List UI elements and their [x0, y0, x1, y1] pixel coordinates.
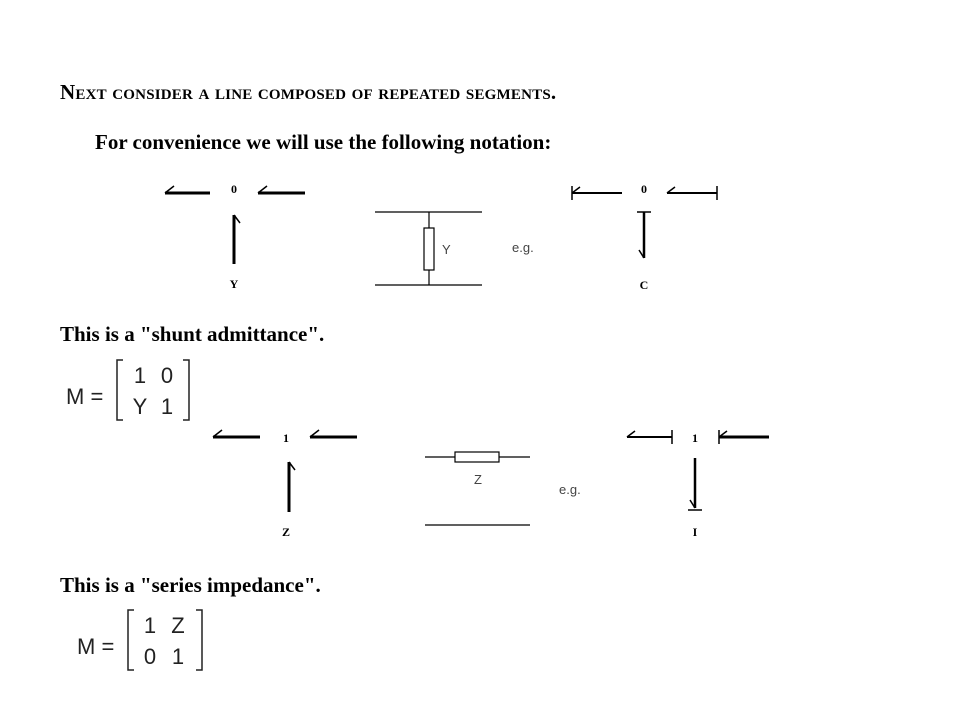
series-matrix-r2c2: 1	[171, 644, 185, 669]
up-arrow-icon	[289, 462, 295, 512]
series-matrix-r1c2: Z	[171, 613, 185, 638]
shunt-matrix-lhs: M =	[66, 384, 104, 409]
shunt-notation-symbol	[165, 182, 305, 291]
series-matrix-lhs: M =	[77, 634, 115, 659]
shunt-caption-text: This is a "shunt admittance".	[60, 322, 325, 346]
series-matrix-r2c1: 0	[143, 644, 157, 669]
shunt-matrix-r2c2: 1	[160, 394, 174, 419]
shunt-eg-label: e.g.	[512, 240, 534, 255]
up-arrow-icon	[234, 215, 240, 264]
admittance-element	[424, 228, 434, 270]
left-arrow-icon	[165, 186, 210, 193]
left-arrow-icon	[258, 186, 305, 193]
bar-left-arrow-icon	[719, 430, 769, 444]
shunt-symbol-top-label: 0	[231, 182, 237, 196]
series-symbol-top-label: 1	[283, 431, 289, 445]
series-notation-symbol	[213, 430, 357, 539]
series-symbol-bottom-label: Z	[281, 525, 291, 539]
left-arrow-icon	[310, 430, 357, 437]
shunt-admittance-circuit	[375, 212, 482, 285]
down-arrow-icon	[637, 212, 651, 258]
shunt-matrix-r2c1: Y	[132, 394, 148, 419]
shunt-symbol-bottom-label: Y	[229, 277, 239, 291]
bar-left-arrow-icon	[627, 430, 672, 444]
shunt-element-label: Y	[442, 242, 451, 257]
series-example-top-label: 1	[692, 431, 698, 445]
shunt-example-bottom-label: C	[639, 278, 649, 292]
series-matrix	[77, 610, 202, 670]
left-arrow-icon	[213, 430, 260, 437]
shunt-matrix-r1c2: 0	[160, 363, 174, 388]
bar-left-arrow-icon	[667, 186, 717, 200]
shunt-example-symbol	[572, 182, 717, 292]
shunt-matrix-r1c1: 1	[133, 363, 147, 388]
slide-heading: Next consider a line composed of repeated segments.	[60, 80, 557, 104]
series-element-label: Z	[474, 472, 482, 487]
series-example-bottom-label: I	[692, 525, 698, 539]
series-matrix-r1c1: 1	[143, 613, 157, 638]
impedance-element	[455, 452, 499, 462]
notation-intro-text: For convenience we will use the following notation:	[95, 130, 552, 154]
bar-left-arrow-icon	[572, 186, 622, 200]
down-arrow-icon	[688, 458, 702, 510]
series-caption-text: This is a "series impedance".	[60, 573, 321, 597]
shunt-matrix	[66, 360, 189, 420]
series-impedance-circuit	[425, 452, 530, 525]
shunt-example-top-label: 0	[641, 182, 647, 196]
series-eg-label: e.g.	[559, 482, 581, 497]
series-example-symbol	[627, 430, 769, 539]
